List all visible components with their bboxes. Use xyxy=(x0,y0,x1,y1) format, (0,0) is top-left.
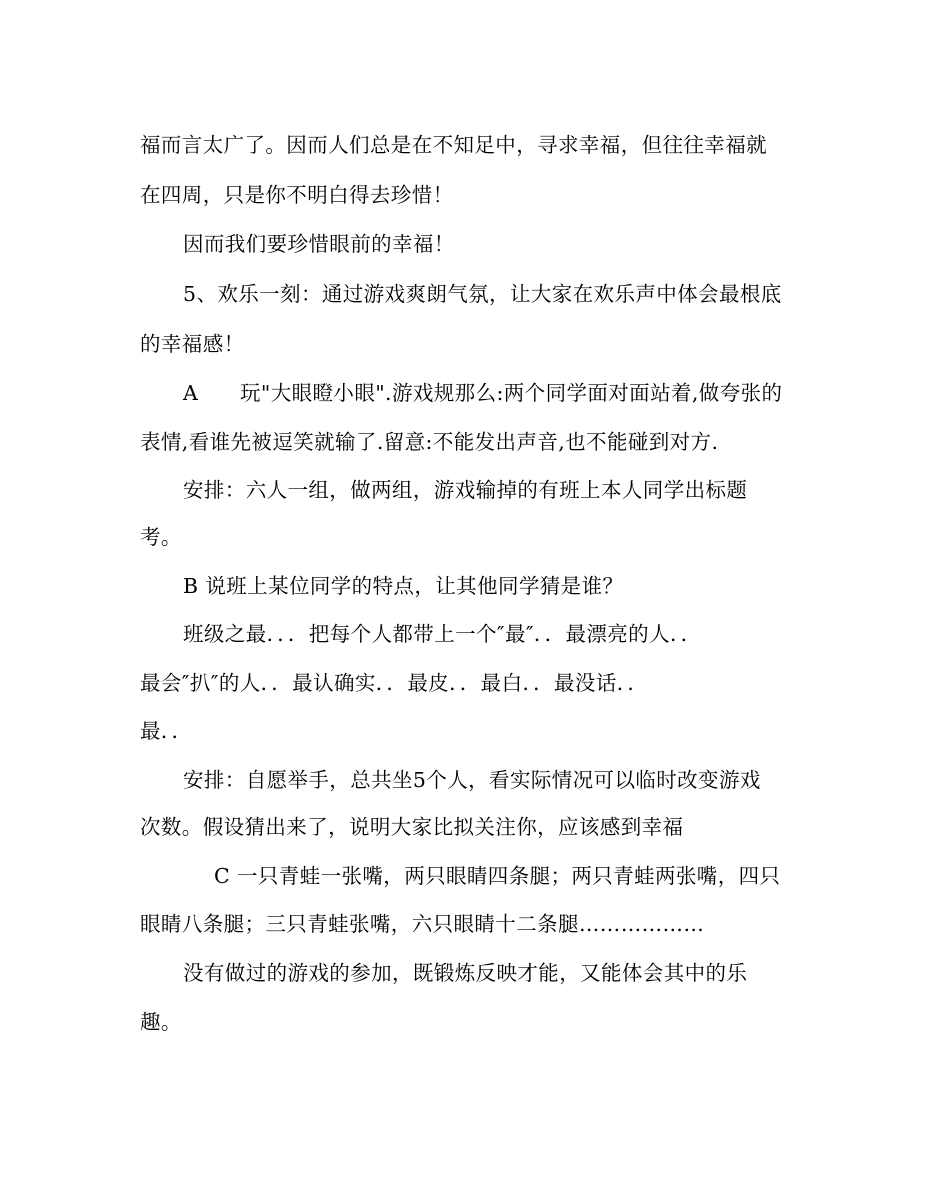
text-line: 考。 xyxy=(140,525,182,549)
text-line: 安排：自愿举手，总共坐5个人，看实际情况可以临时改变游戏 xyxy=(183,768,761,792)
text-line: 次数。假设猜出来了，说明大家比拟关注你，应该感到幸福 xyxy=(140,815,684,839)
text-line: 安排：六人一组，做两组，游戏输掉的有班上本人同学出标题 xyxy=(183,478,748,502)
text-line: B 说班上某位同学的特点，让其他同学猜是谁？ xyxy=(183,574,624,598)
text-line: 最．． xyxy=(140,719,193,743)
text-line: C 一只青蛙一张嘴，两只眼睛四条腿；两只青蛙两张嘴，四只 xyxy=(214,864,781,888)
text-line: 没有做过的游戏的参加，既锻炼反映才能，又能体会其中的乐 xyxy=(183,961,748,985)
text-line: 的幸福感！ xyxy=(140,332,245,356)
text-line: 在四周，只是你不明白得去珍惜！ xyxy=(140,183,454,207)
text-line: 表情,看谁先被逗笑就输了.留意:不能发出声音,也不能碰到对方. xyxy=(140,430,719,454)
text-line: 福而言太广了。因而人们总是在不知足中，寻求幸福，但往往幸福就 xyxy=(140,133,767,157)
text-line: 趣。 xyxy=(140,1010,182,1034)
text-line: 最会″扒″的人．．最认确实．．最皮．．最白．．最没话．． xyxy=(140,671,649,695)
text-line: 眼睛八条腿；三只青蛙张嘴，六只眼睛十二条腿……………… xyxy=(140,912,705,936)
text-line: 班级之最．．．把每个人都带上一个″最″．．最漂亮的人．． xyxy=(183,622,702,646)
text-line: 5、欢乐一刻：通过游戏爽朗气氛，让大家在欢乐声中体会最根底 xyxy=(183,282,782,306)
text-line: A 玩"大眼瞪小眼".游戏规那么:两个同学面对面站着,做夸张的 xyxy=(183,381,783,405)
text-line: 因而我们要珍惜眼前的幸福！ xyxy=(183,232,455,256)
